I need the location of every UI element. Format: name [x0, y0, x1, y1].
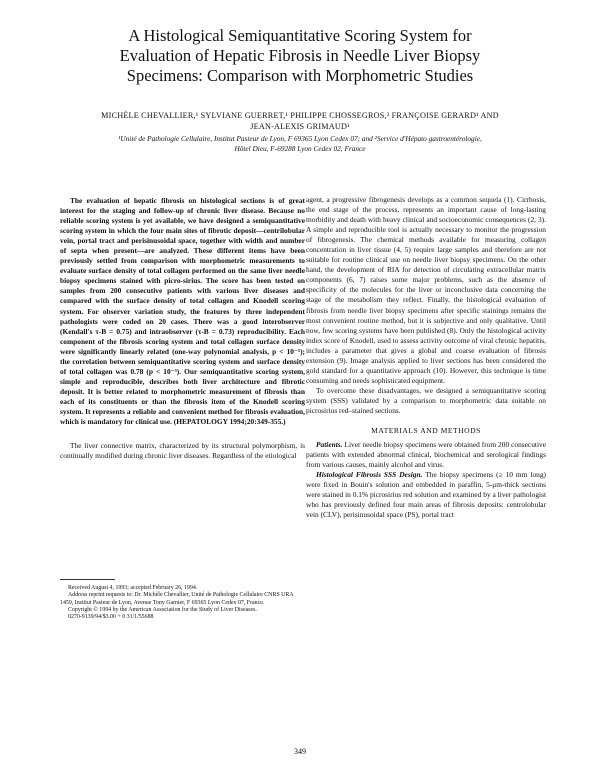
page-number: 349 — [294, 747, 306, 756]
footnote-divider — [60, 579, 115, 580]
title-line: Specimens: Comparison with Morphometric Studies — [126, 66, 474, 85]
footnotes — [60, 585, 300, 621]
design-paragraph — [306, 470, 546, 520]
paper-title — [40, 26, 560, 86]
runin-heading: Histological Fibrosis SSS Design. — [316, 470, 423, 480]
footnote: Address reprint requests to: Dr. Michèle Chevallier, Unité de Pathologie Cellulaire CNRS URA 1459, Institut Pasteur de Lyon, Avenue Tony Garnier, F 69365 Lyon Cedex 07, France. — [60, 592, 294, 606]
author-line: JEAN-ALEXIS GRIMAUD¹ — [250, 122, 350, 131]
intro-paragraph: To overcome these disadvantages, we designed a semiquantitative scoring system (SSS) validated by a comparison to morphometric data suitable on picrosirius red–stained sections. — [306, 385, 546, 415]
left-column — [60, 196, 305, 461]
title-line: Evaluation of Hepatic Fibrosis in Needle Liver Biopsy — [119, 46, 481, 65]
paragraph-text: Liver needle biopsy specimens were obtained from 200 consecutive patients with extended abnormal clinical, biochemical and serological findings from various causes, mainly alcohol and virus. — [306, 440, 546, 470]
abstract: The evaluation of hepatic fibrosis on histological sections is of great interest for the staging and follow-up of chronic liver disease. Because no reliable scoring system is yet available, we have designed a semiquantitative scoring system in which the four main sites of fibrotic deposit—centrilobular vein, portal tract and perisinusoidal space, together with width and number of septa when present—are analyzed. These different items have been previously settled from comparison with morphometric measurements to evaluate surface density of total collagen performed on the same liver needle biopsy specimens stained with picro-sirius. The score has been tested on samples from 200 consecutive patients with various liver diseases and compared with the surface density of total collagen and Knodell scoring system. For observer variation study, the features by three independent pathologists were coded on 20 cases. There was a good interobserver (Kendall's τ-B = 0.75) and intraobserver (τ-B = 0.73) reproducibility. Each component of the fibrosis scoring system and total collagen surface density were significantly linearly related (one-way polynomial analysis, p < 10⁻⁵); the correlation between semiquantitative scoring system and surface density of total collagen was 0.78 (p < 10⁻⁵). Our semiquantitative scoring system, simple and reproducible, describes both liver architecture and fibrotic deposit. It is better related to morphometric measurement of fibrosis than each of its constituents or than the fibrosis item of the Knodell scoring system. It represents a reliable and convenient method for fibrosis evaluation, which is mandatory for clinical use. (HEPATOLOGY 1994;20:349-355.) — [60, 196, 305, 427]
affiliation-line: ¹Unité de Pathologie Cellulaire, Institut Pasteur de Lyon, F 69365 Lyon Cedex 07; and ²Service d'Hépato gastroentérologie, — [118, 134, 482, 143]
footnote: 0270-9139/94/$3.00 + 0 31/1/55688 — [68, 614, 154, 621]
author-line: MICHÈLE CHEVALLIER,¹ SYLVIANE GUERRET,¹ PHILIPPE CHOSSEGROS,² FRANÇOISE GERARD¹ AND — [101, 111, 499, 120]
intro-continued: agent, a progressive fibrogenesis develops as a common sequela (1). Cirrhosis, the end stage of the process, represents an important cause of long-lasting morbidity and death with heavy clinical and socioeconomic consequences (2, 3). A simple and reproducible tool is actually necessary to monitor the progression of fibrogenesis. The chemical methods available for measuring collagen concentration in liver tissue (4, 5) require large samples and therefore are not suitable for routine clinical use on needle liver biopsy specimens. On the other hand, the development of RIA for detection of circulating extracellular matrix components (6, 7) raises some major problems, such as the absence of specificity of the molecules for the liver or inconclusive data concerning the stage of the metabolism they reflect. Finally, the histological evaluation of fibrosis from needle liver biopsy specimens after specific stainings remains the most convenient routine method, but it is subjective and only qualitative. Until now, few scoring systems have been published (8). Only the histological activity index score of Knodell, used to assess activity outcome of viral chronic hepatitis, includes a parameter that gives a global and coarse evaluation of fibrosis extension (9). Image analysis applied to liver sections has been considered the gold standard for a quantitative approach (10). However, this technique is time consuming and needs sophisticated equipment. — [306, 195, 546, 385]
intro-paragraph: The liver connective matrix, characterized by its structural polymorphism, is continually modified during chronic liver diseases. Regardless of the etiological — [60, 441, 305, 461]
footnote: Copyright © 1994 by the American Association for the Study of Liver Diseases. — [68, 606, 257, 613]
author-list — [40, 110, 560, 132]
section-heading: MATERIALS AND METHODS — [371, 426, 481, 436]
title-line: A Histological Semiquantitative Scoring System for — [128, 26, 472, 45]
paragraph-text: The biopsy specimens (≥ 10 mm long) were fixed in Bouin's solution and embedded in paraffin, 5-μm-thick sections were stained in 0.1% picrosirius red solution and examined by a liver pathologist who has previously defined four main areas of fibrosis deposits: centrolobular vein (CLV), perisinusoidal space (PS), portal tract — [306, 470, 546, 520]
runin-heading: Patients. — [316, 440, 343, 450]
affiliations — [60, 134, 540, 154]
right-column — [306, 195, 546, 520]
footnote: Received August 4, 1993; accepted February 26, 1994. — [68, 585, 198, 591]
affiliation-line: Hôtel Dieu, F-69288 Lyon Cedex 02, France — [234, 144, 366, 153]
patients-paragraph — [306, 440, 546, 470]
